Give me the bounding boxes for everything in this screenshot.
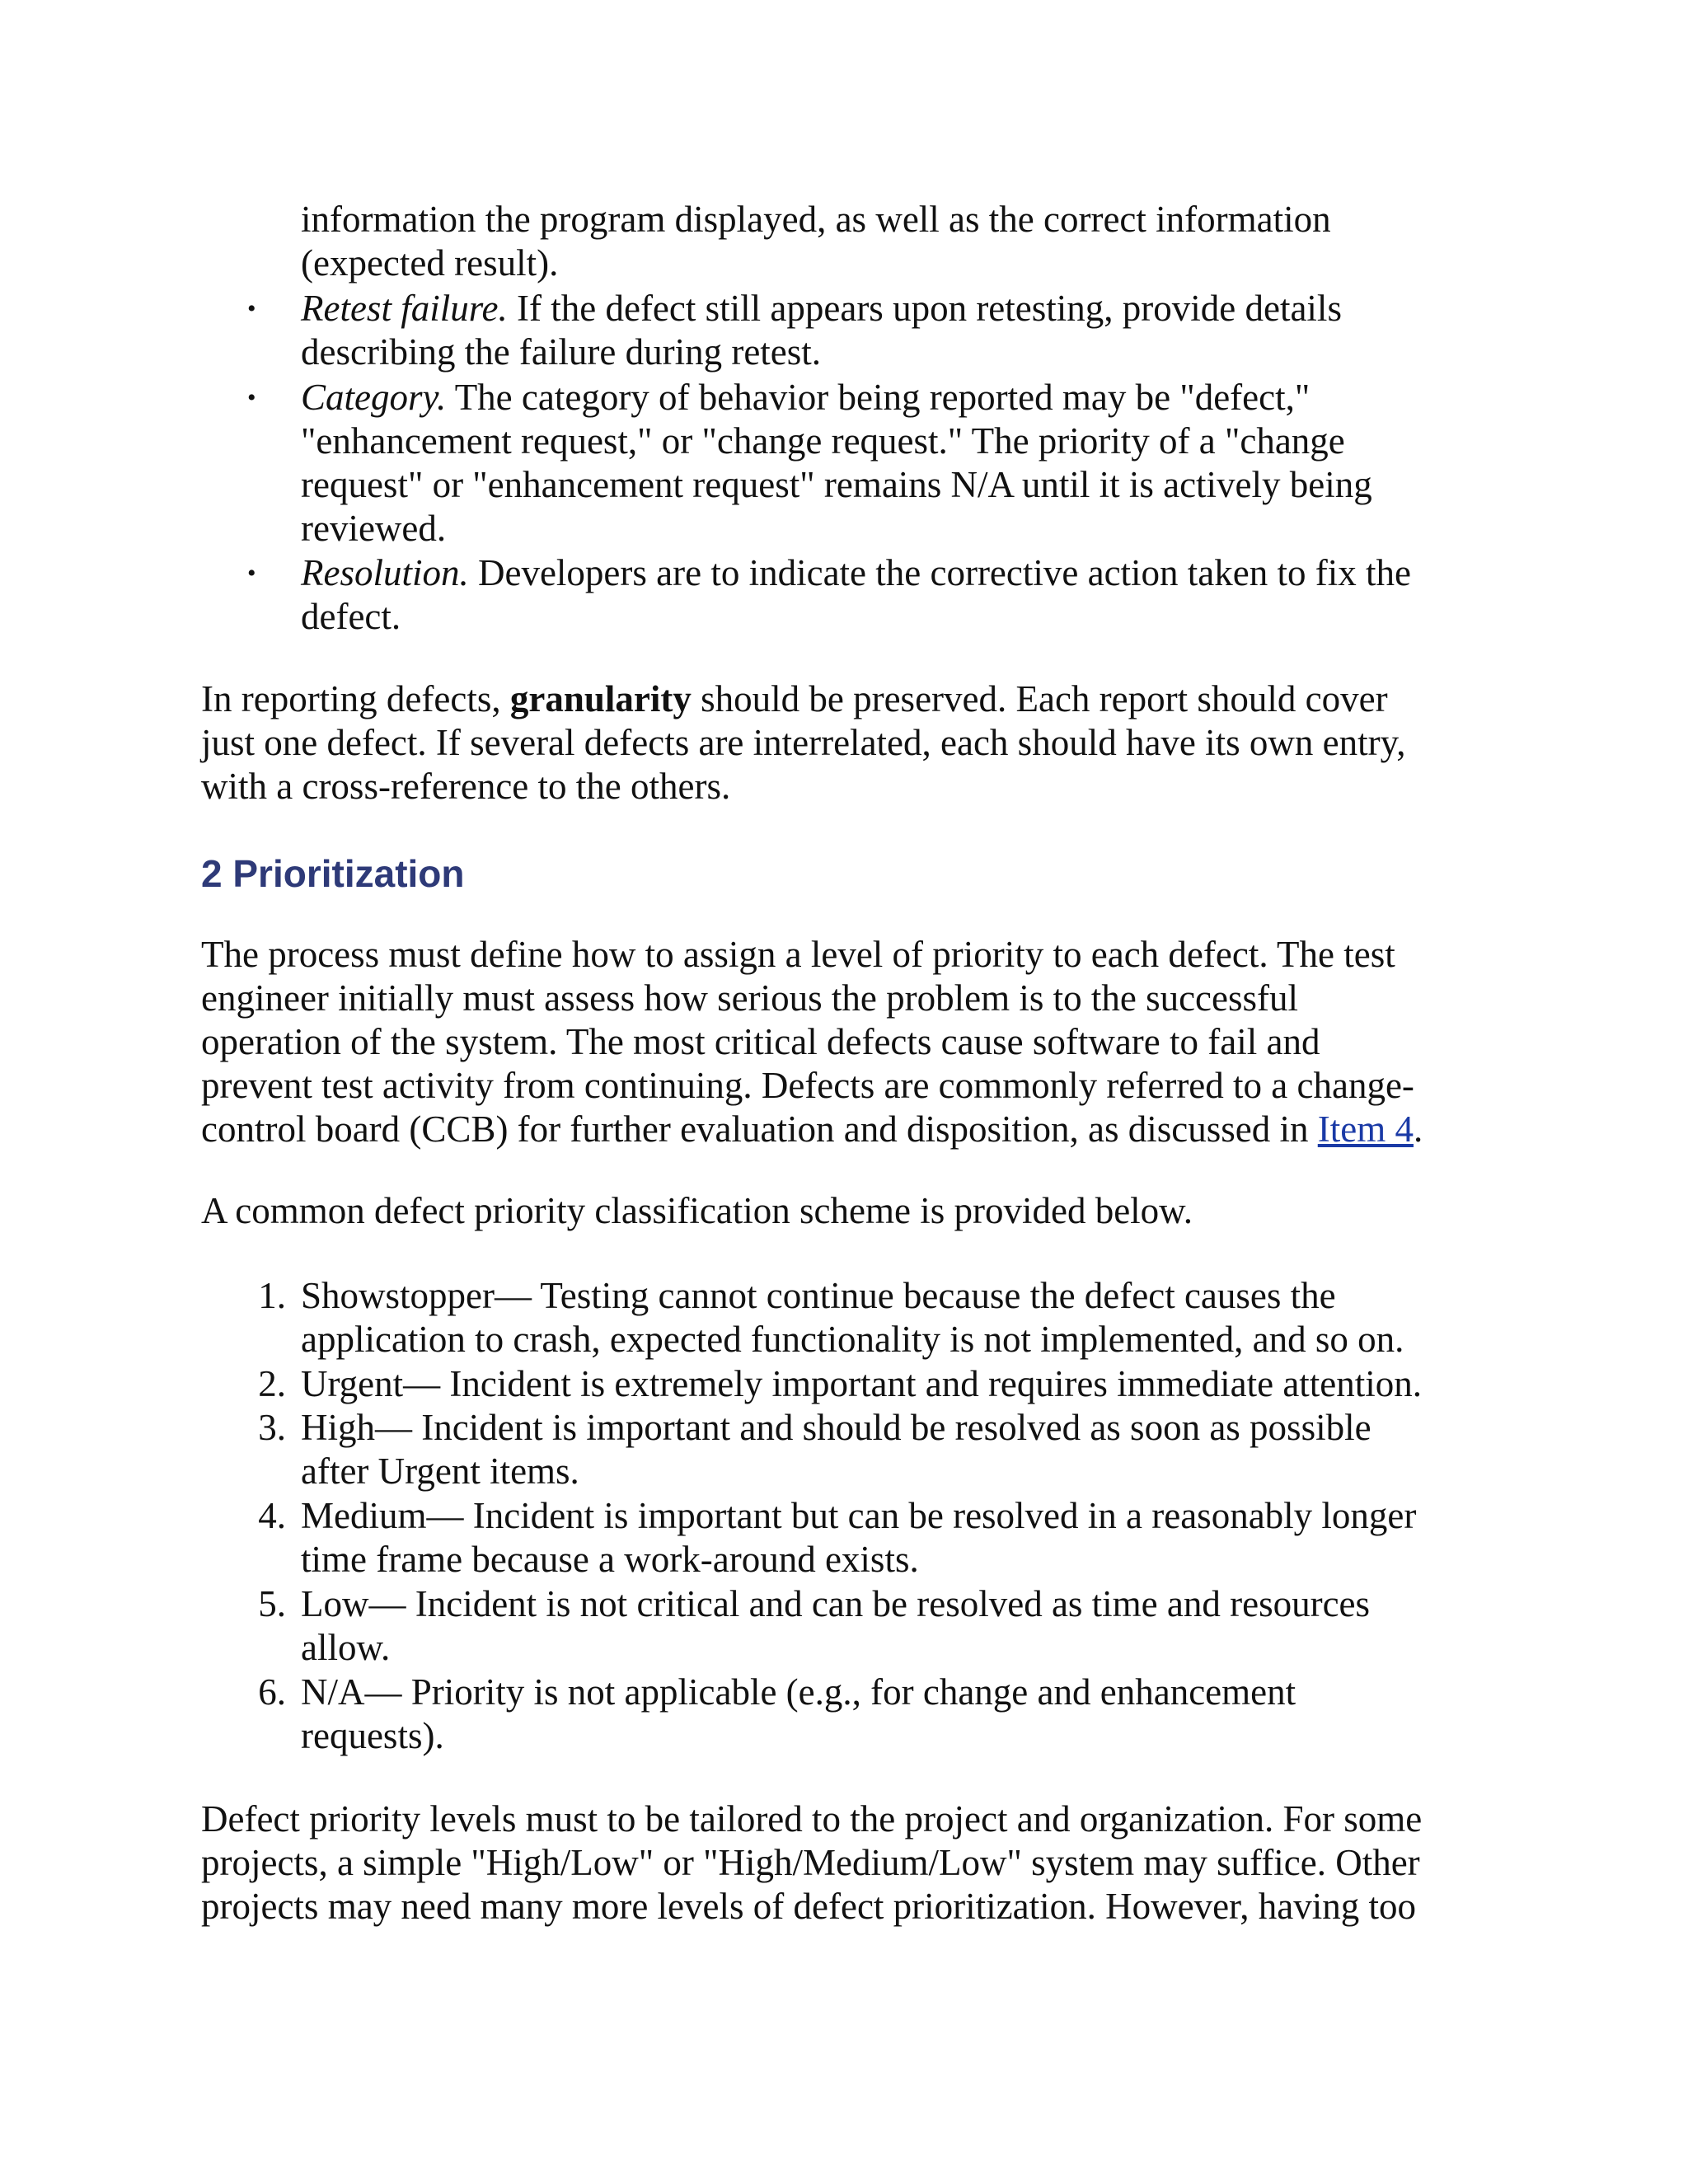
list-item-low: Low— Incident is not critical and can be resolved as time and resources (301, 1583, 1371, 1624)
text-line: "enhancement request," or "change request." The priority of a "change (301, 420, 1345, 462)
list-item-high: High— Incident is important and should be resolved as soon as possible (301, 1407, 1372, 1448)
text-line: time frame because a work-around exists. (301, 1539, 919, 1580)
bullet-item-resolution (301, 551, 1411, 595)
list-item-urgent: Urgent— Incident is extremely important and requires immediate attention. (301, 1363, 1423, 1404)
text-line: defect. (301, 596, 401, 637)
text-line: projects may need many more levels of defect prioritization. However, having too (201, 1886, 1416, 1927)
list-number: 6. (258, 1671, 286, 1713)
list-number: 1. (258, 1275, 286, 1316)
text-line: information the program displayed, as well as the correct information (301, 199, 1331, 240)
text-line: just one defect. If several defects are interrelated, each should have its own entry, (201, 722, 1406, 763)
text-line: reviewed. (301, 508, 447, 549)
item-4-link[interactable]: Item 4 (1317, 1108, 1414, 1150)
bullet-marker: • (247, 384, 256, 411)
text-line: application to crash, expected functionality is not implemented, and so on. (301, 1319, 1404, 1360)
text-line: operation of the system. The most critical defects cause software to fail and (201, 1021, 1320, 1062)
bullet-term: Retest failure. (301, 288, 508, 329)
bullet-term: Category. (301, 377, 447, 418)
text-line: (expected result). (301, 242, 559, 284)
text-line: The process must define how to assign a level of priority to each defect. The test (201, 934, 1395, 975)
text-line: prevent test activity from continuing. Defects are commonly referred to a change- (201, 1065, 1414, 1106)
list-number: 5. (258, 1583, 286, 1624)
list-number: 2. (258, 1363, 286, 1404)
text-line: engineer initially must assess how serious the problem is to the successful (201, 977, 1299, 1019)
text-line: allow. (301, 1627, 391, 1668)
text-line: projects, a simple "High/Low" or "High/Medium/Low" system may suffice. Other (201, 1842, 1420, 1883)
scheme-intro: A common defect priority classification scheme is provided below. (201, 1190, 1193, 1231)
text-line: requests). (301, 1715, 444, 1756)
text-line: control board (CCB) for further evaluation and disposition, as discussed in Item 4. (201, 1108, 1423, 1150)
section-heading: 2 Prioritization (201, 852, 465, 895)
text-line: with a cross-reference to the others. (201, 766, 731, 807)
text-line: describing the failure during retest. (301, 331, 822, 373)
granularity-paragraph: In reporting defects, granularity should be preserved. Each report should cover (201, 678, 1388, 719)
bullet-term: Resolution. (301, 552, 469, 593)
bold-term: granularity (509, 678, 692, 719)
list-item-medium: Medium— Incident is important but can be resolved in a reasonably longer (301, 1495, 1417, 1536)
list-number: 4. (258, 1495, 286, 1536)
list-number: 3. (258, 1407, 286, 1448)
text-line: after Urgent items. (301, 1451, 579, 1492)
bullet-text: Developers are to indicate the corrective action taken to fix the (477, 552, 1411, 593)
bullet-marker: • (247, 560, 256, 587)
bullet-text: If the defect still appears upon retesting, provide details (517, 288, 1342, 329)
bullet-marker: • (247, 295, 256, 322)
bullet-item-retest-failure (301, 286, 1342, 330)
list-item-na: N/A— Priority is not applicable (e.g., for change and enhancement (301, 1671, 1296, 1713)
bullet-text: The category of behavior being reported may be "defect," (454, 377, 1311, 418)
list-item-showstopper: Showstopper— Testing cannot continue because the defect causes the (301, 1275, 1336, 1316)
bullet-item-category (301, 375, 1310, 419)
text-line: request" or "enhancement request" remains N/A until it is actively being (301, 464, 1372, 505)
text-line: Defect priority levels must to be tailored to the project and organization. For some (201, 1798, 1423, 1840)
